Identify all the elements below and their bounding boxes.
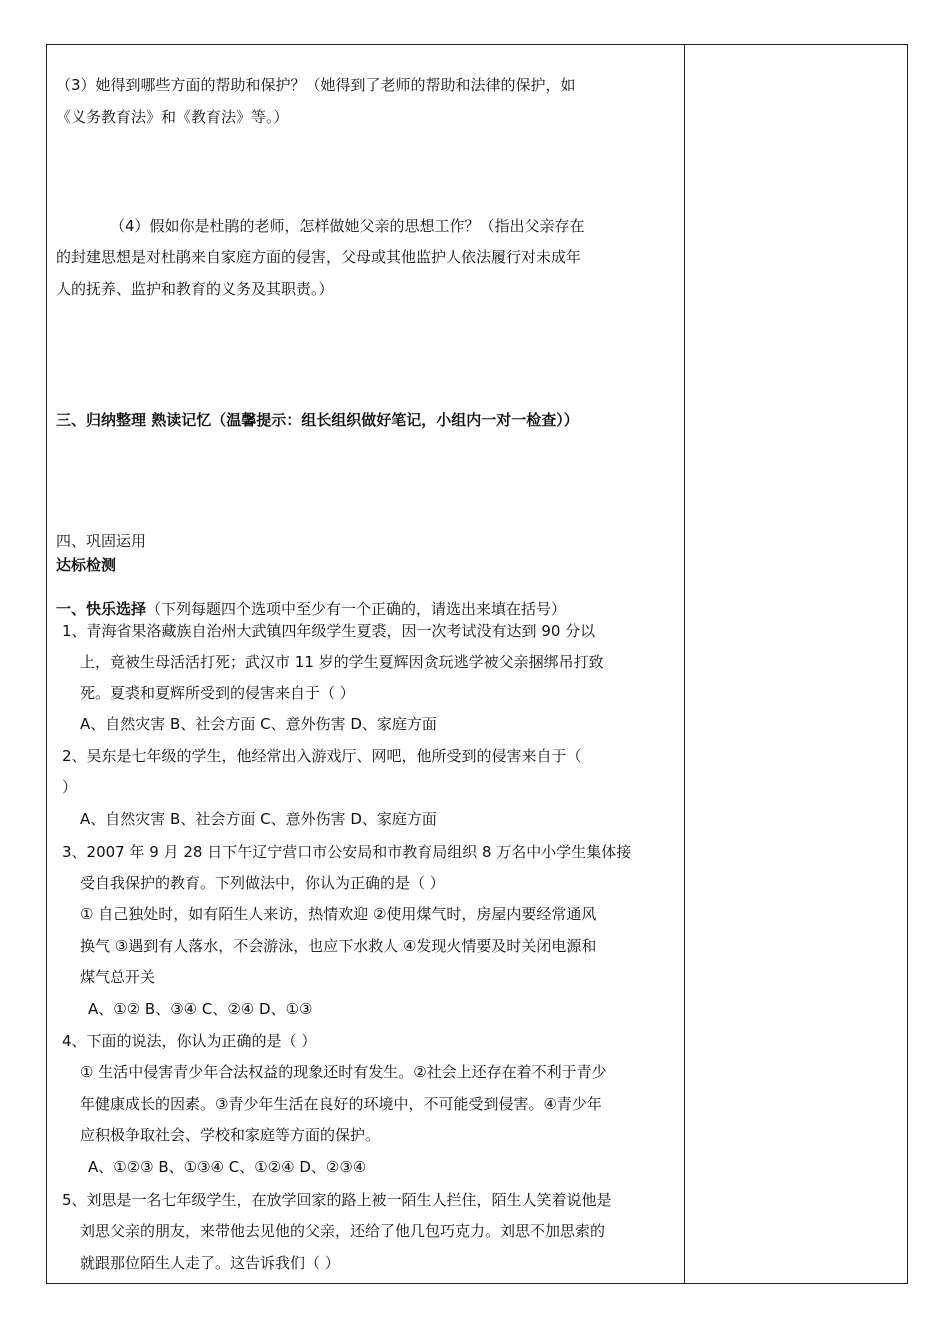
q3-line-1: （3）她得到哪些方面的帮助和保护？（她得到了老师的帮助和法律的保护，如 <box>56 76 576 94</box>
question-2-options: A、自然灾害 B、社会方面 C、意外伤害 D、家庭方面 <box>80 810 437 828</box>
question-4-line-3: 年健康成长的因素。③青少年生活在良好的环境中，不可能受到侵害。④青少年 <box>80 1095 602 1113</box>
question-4-line-4: 应积极争取社会、学校和家庭等方面的保护。 <box>80 1126 381 1144</box>
part-1-instruction: （下列每题四个选项中至少有一个正确的，请选出来填在括号） <box>146 600 567 618</box>
question-3-line-3: ① 自己独处时，如有陌生人来访，热情欢迎 ②使用煤气时，房屋内要经常通风 <box>80 905 597 923</box>
question-5-line-3: 就跟那位陌生人走了。这告诉我们（ ） <box>80 1254 340 1272</box>
question-2-line-1: 2、吴东是七年级的学生，他经常出入游戏厅、网吧，他所受到的侵害来自于（ <box>62 747 582 765</box>
question-5-line-2: 刘思父亲的朋友，来带他去见他的父亲，还给了他几包巧克力。刘思不加思索的 <box>80 1222 606 1240</box>
question-3-line-2: 受自我保护的教育。下列做法中，你认为正确的是（ ） <box>80 874 445 892</box>
section-3-title: 三、归纳整理 熟读记忆（温馨提示：组长组织做好笔记，小组内一对一检查）） <box>56 411 579 429</box>
q4-line-2: 的封建思想是对杜鹃来自家庭方面的侵害，父母或其他监护人依法履行对未成年 <box>56 248 582 266</box>
question-3-line-4: 换气 ③遇到有人落水，不会游泳，也应下水救人 ④发现火情要及时关闭电源和 <box>80 937 597 955</box>
question-3-options: A、①② B、③④ C、②④ D、①③ <box>88 1000 313 1018</box>
question-4-line-2: ① 生活中侵害青少年合法权益的现象还时有发生。②社会上还存在着不利于青少 <box>80 1063 607 1081</box>
question-1-line-1: 1、青海省果洛藏族自治州大武镇四年级学生夏裘，因一次考试没有达到 90 分以 <box>62 622 596 640</box>
section-4-subtitle: 达标检测 <box>56 556 117 574</box>
question-3-line-1: 3、2007 年 9 月 28 日下午辽宁营口市公安局和市教育局组织 8 万名中小学生集体接 <box>62 843 632 861</box>
question-4-options: A、①②③ B、①③④ C、①②④ D、②③④ <box>88 1158 367 1176</box>
question-1-options: A、自然灾害 B、社会方面 C、意外伤害 D、家庭方面 <box>80 715 437 733</box>
q3-line-2: 《义务教育法》和《教育法》等。） <box>56 108 289 126</box>
question-1-line-2: 上，竟被生母活活打死；武汉市 11 岁的学生夏辉因贪玩逃学被父亲捆绑吊打致 <box>80 653 604 671</box>
question-3-line-5: 煤气总开关 <box>80 968 156 986</box>
question-2-line-2: ） <box>62 778 78 796</box>
q4-line-1: （4）假如你是杜鹃的老师，怎样做她父亲的思想工作？（指出父亲存在 <box>110 217 585 235</box>
part-1-heading: 一、快乐选择 <box>56 600 147 618</box>
column-divider <box>684 44 685 1284</box>
part-1-heading-row <box>56 599 566 619</box>
section-4-title: 四、巩固运用 <box>56 532 147 550</box>
question-1-line-3: 死。夏裘和夏辉所受到的侵害来自于（ ） <box>80 684 355 702</box>
question-5-line-1: 5、刘思是一名七年级学生，在放学回家的路上被一陌生人拦住，陌生人笑着说他是 <box>62 1191 612 1209</box>
q4-line-3: 人的抚养、监护和教育的义务及其职责。） <box>56 280 334 298</box>
question-4-line-1: 4、下面的说法，你认为正确的是（ ） <box>62 1032 317 1050</box>
